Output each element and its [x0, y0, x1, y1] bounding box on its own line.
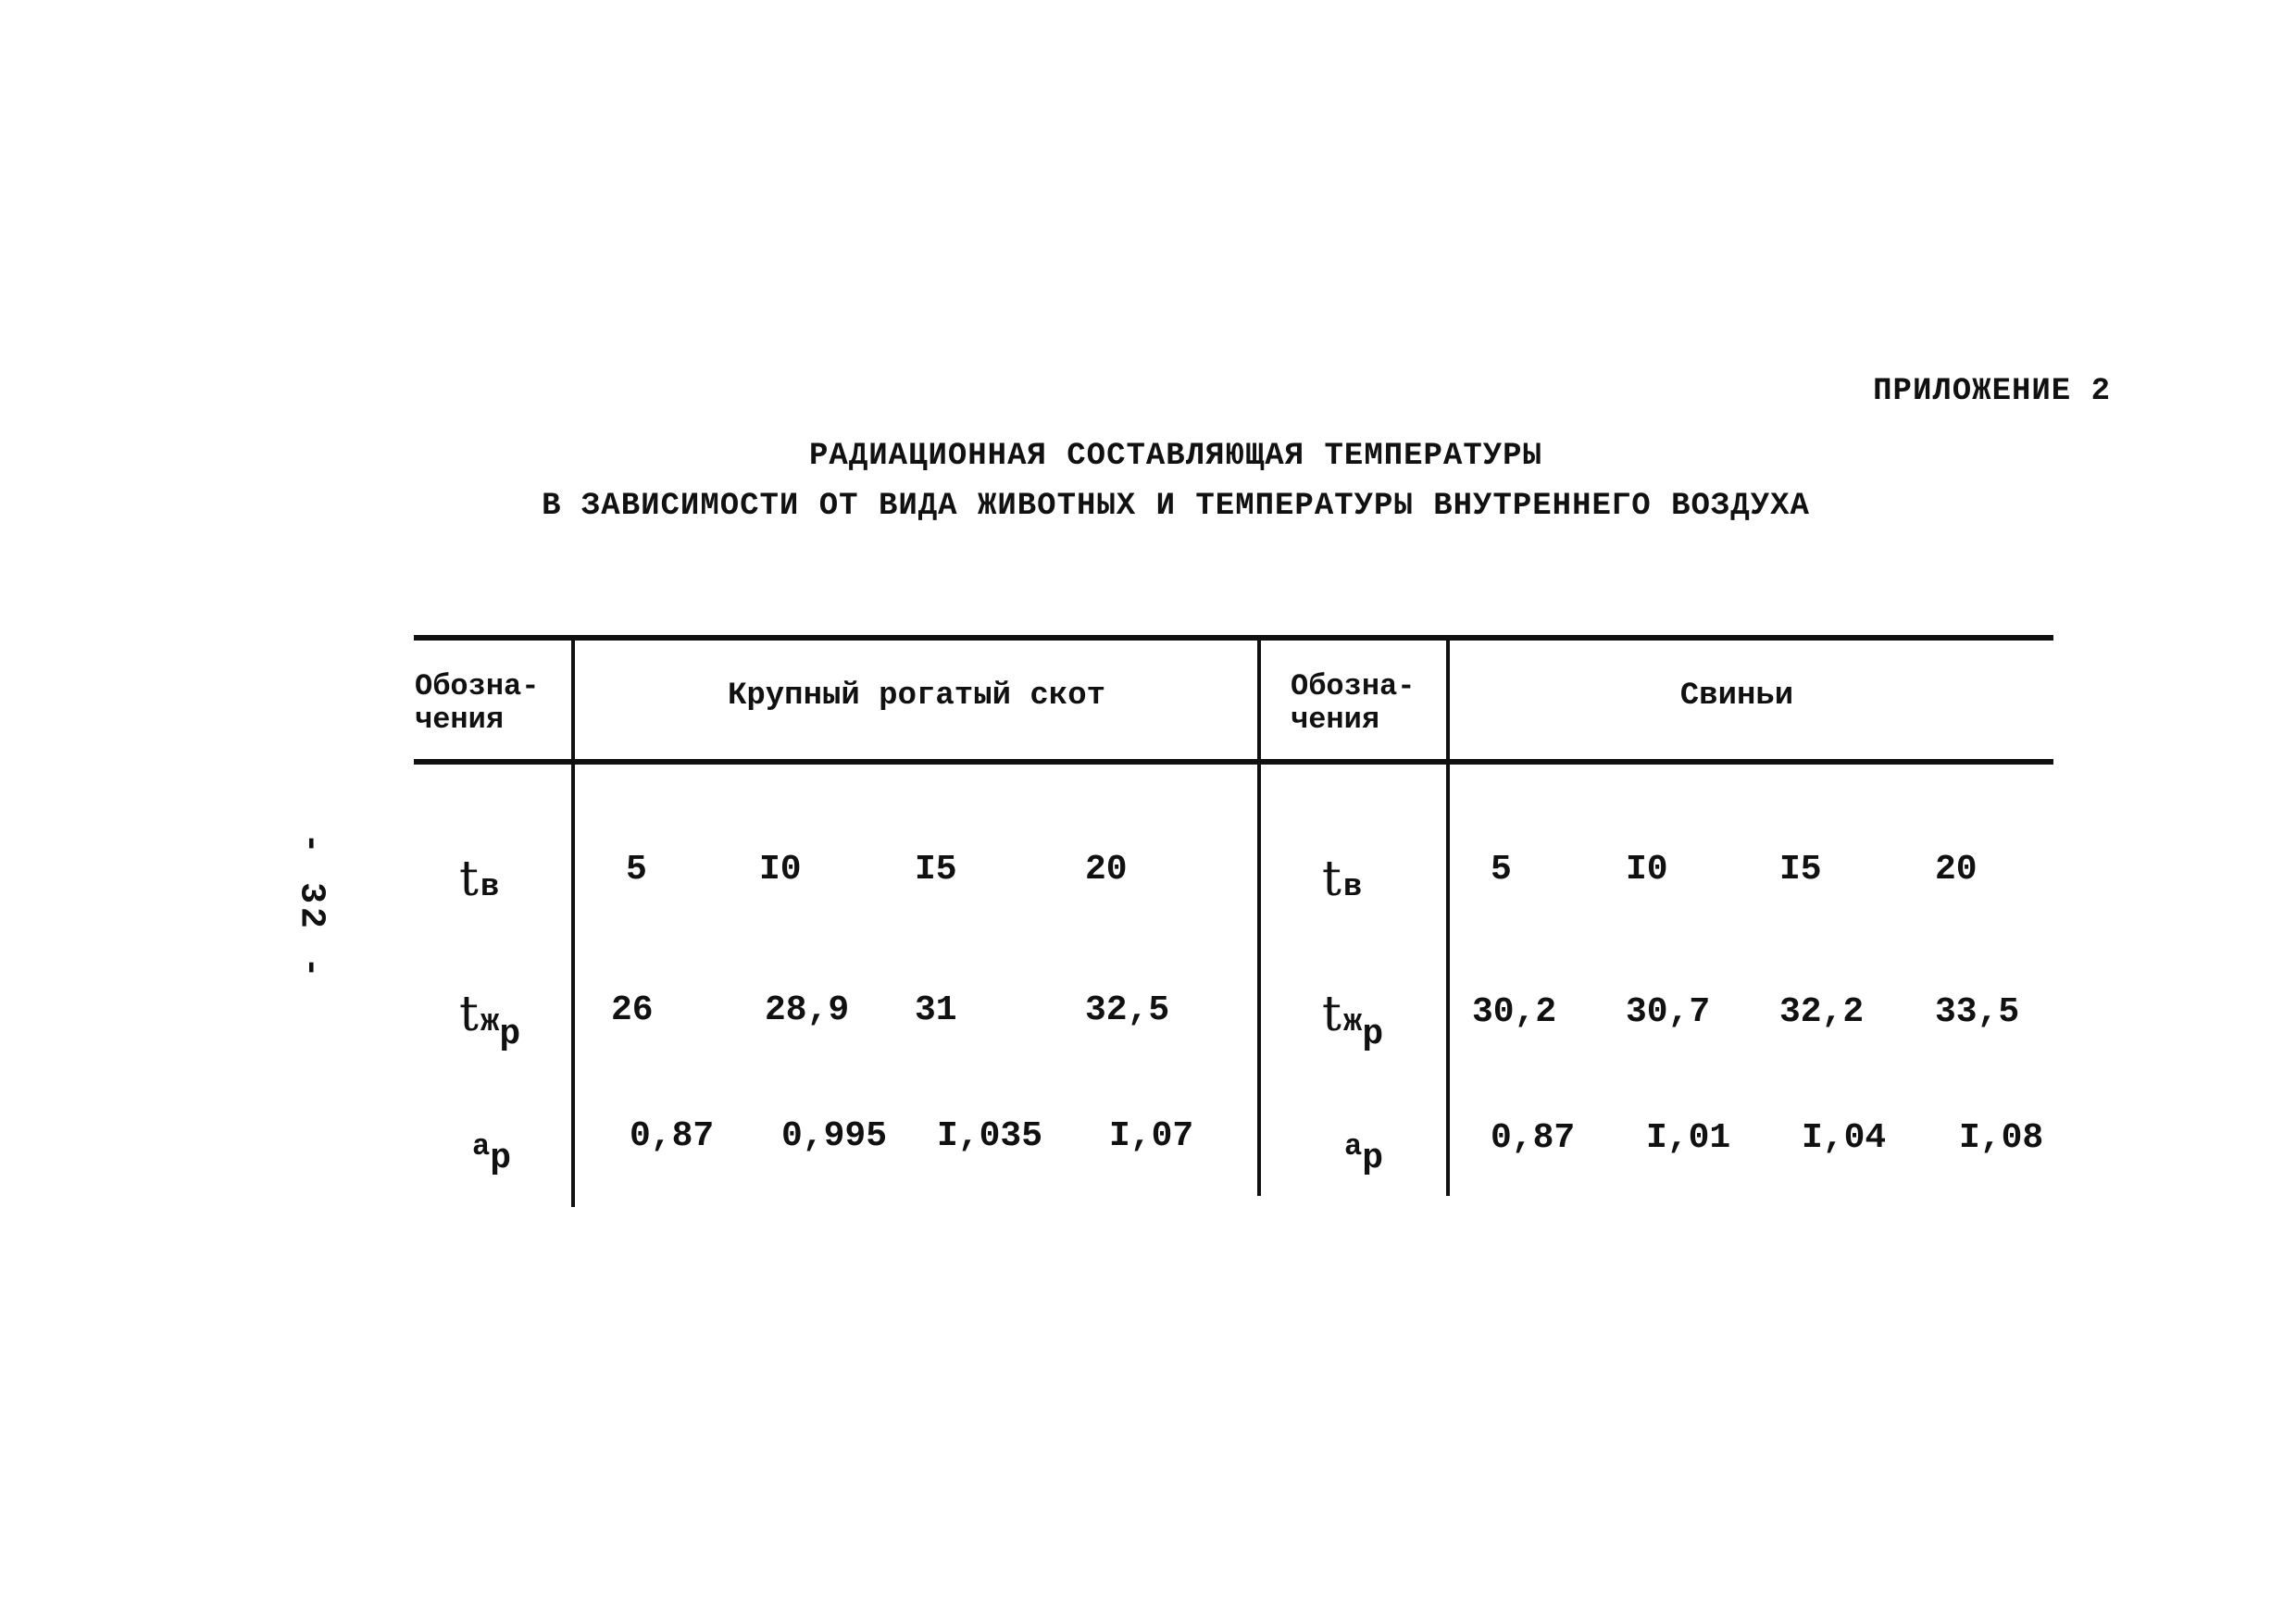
- cattle-tv-2: I0: [759, 850, 802, 890]
- pigs-tv-2: I0: [1626, 850, 1668, 890]
- cattle-tv-3: I5: [915, 850, 957, 890]
- symbol-tv-right: tв: [1322, 852, 1363, 907]
- symbol-tv-left: tв: [459, 852, 500, 907]
- table-top-rule: [414, 635, 2053, 641]
- cattle-ar-3: I,035: [937, 1116, 1043, 1156]
- cattle-tzhr-3: 31: [915, 990, 957, 1030]
- pigs-ar-4: I,08: [1959, 1118, 2044, 1158]
- symbol-tzhr-left: $tж_р$: [459, 987, 521, 1054]
- designation-header-right: Обозна- чения: [1291, 669, 1416, 737]
- cattle-tzhr-2: 28,9: [765, 990, 850, 1030]
- table-header-rule: [414, 759, 2053, 765]
- appendix-label: ПРИЛОЖЕНИЕ 2: [1873, 374, 2111, 409]
- pigs-ar-2: I,01: [1646, 1118, 1731, 1158]
- cattle-tzhr-4: 32,5: [1085, 990, 1170, 1030]
- col-divider-1: [571, 637, 575, 1207]
- pigs-tzhr-4: 33,5: [1935, 992, 2020, 1032]
- pigs-ar-3: I,04: [1802, 1118, 1887, 1158]
- cattle-tv-1: 5: [626, 850, 647, 890]
- designation-header-left: Обозна- чения: [415, 669, 540, 737]
- symbol-ar-left: $a_р$: [472, 1129, 512, 1178]
- page-number: - 32 -: [291, 832, 331, 982]
- pigs-tv-3: I5: [1779, 850, 1822, 890]
- title-line-2: В ЗАВИСИМОСТИ ОТ ВИДА ЖИВОТНЫХ И ТЕМПЕРАТУРЫ ВНУТРЕННЕГО ВОЗДУХА: [542, 489, 1810, 524]
- cattle-ar-1: 0,87: [630, 1116, 715, 1156]
- pigs-tv-4: 20: [1935, 850, 1978, 890]
- cattle-ar-2: 0,995: [781, 1116, 888, 1156]
- pigs-ar-1: 0,87: [1491, 1118, 1576, 1158]
- pigs-tzhr-1: 30,2: [1472, 992, 1557, 1032]
- title-line-1: РАДИАЦИОННАЯ СОСТАВЛЯЮЩАЯ ТЕМПЕРАТУРЫ: [809, 439, 1542, 474]
- symbol-tzhr-right: $tж_р$: [1322, 987, 1384, 1054]
- pigs-header: Свиньи: [1679, 678, 1794, 714]
- col-divider-3: [1446, 637, 1450, 1196]
- pigs-tv-1: 5: [1491, 850, 1512, 890]
- pigs-tzhr-2: 30,7: [1626, 992, 1711, 1032]
- symbol-ar-right: $a_р$: [1344, 1129, 1384, 1178]
- pigs-tzhr-3: 32,2: [1779, 992, 1865, 1032]
- cattle-tv-4: 20: [1085, 850, 1128, 890]
- cattle-header: Крупный рогатый скот: [727, 678, 1106, 714]
- col-divider-2: [1257, 637, 1261, 1196]
- cattle-ar-4: I,07: [1109, 1116, 1194, 1156]
- cattle-tzhr-1: 26: [611, 990, 654, 1030]
